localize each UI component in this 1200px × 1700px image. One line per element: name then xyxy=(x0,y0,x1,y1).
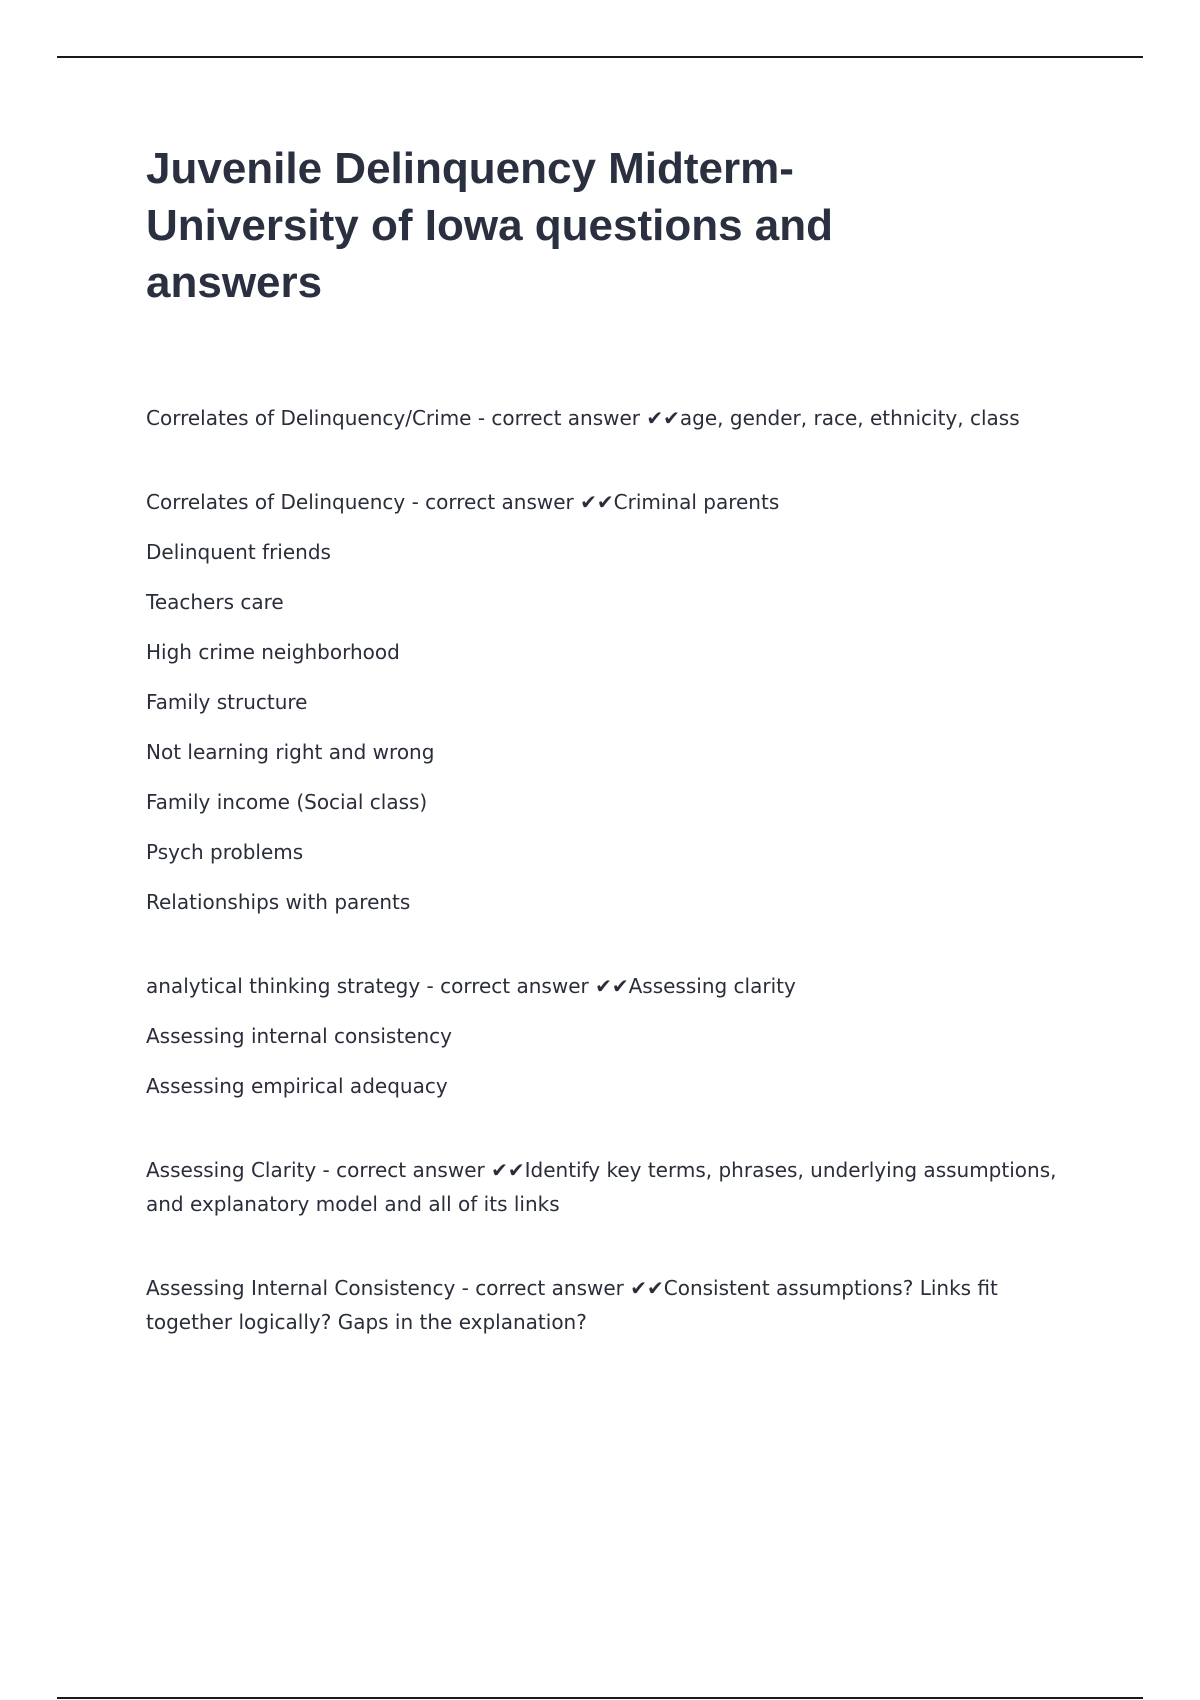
qa-line: Relationships with parents xyxy=(146,890,411,914)
qa-item xyxy=(146,1271,1086,1339)
qa-line: Correlates of Delinquency - correct answer ✔✔Criminal parents xyxy=(146,490,780,514)
qa-line: Delinquent friends xyxy=(146,540,331,564)
top-rule xyxy=(57,56,1143,58)
document-title: Juvenile Delinquency Midterm- University of Iowa questions and answers xyxy=(146,144,834,307)
qa-item xyxy=(146,1153,1086,1221)
qa-line: Assessing Clarity - correct answer ✔✔Identify key terms, phrases, underlying assumptions, and explanatory model and all of its links xyxy=(146,1158,1057,1216)
qa-line: Assessing empirical adequacy xyxy=(146,1074,448,1098)
qa-item xyxy=(146,401,1086,435)
page-content xyxy=(146,140,1086,1389)
qa-line: Teachers care xyxy=(146,590,284,614)
qa-line: High crime neighborhood xyxy=(146,640,400,664)
qa-line: Family structure xyxy=(146,690,308,714)
qa-line: Not learning right and wrong xyxy=(146,740,435,764)
qa-line: analytical thinking strategy - correct answer ✔✔Assessing clarity xyxy=(146,974,796,998)
qa-line: Assessing internal consistency xyxy=(146,1024,453,1048)
qa-list xyxy=(146,401,1086,1339)
qa-item xyxy=(146,485,1086,919)
qa-line: Assessing Internal Consistency - correct answer ✔✔Consistent assumptions? Links fit together logically? Gaps in the explanation? xyxy=(146,1276,998,1334)
qa-line: Psych problems xyxy=(146,840,304,864)
bottom-rule xyxy=(57,1697,1143,1699)
qa-line: Family income (Social class) xyxy=(146,790,428,814)
qa-line: Correlates of Delinquency/Crime - correct answer ✔✔age, gender, race, ethnicity, class xyxy=(146,406,1020,430)
qa-item xyxy=(146,969,1086,1103)
